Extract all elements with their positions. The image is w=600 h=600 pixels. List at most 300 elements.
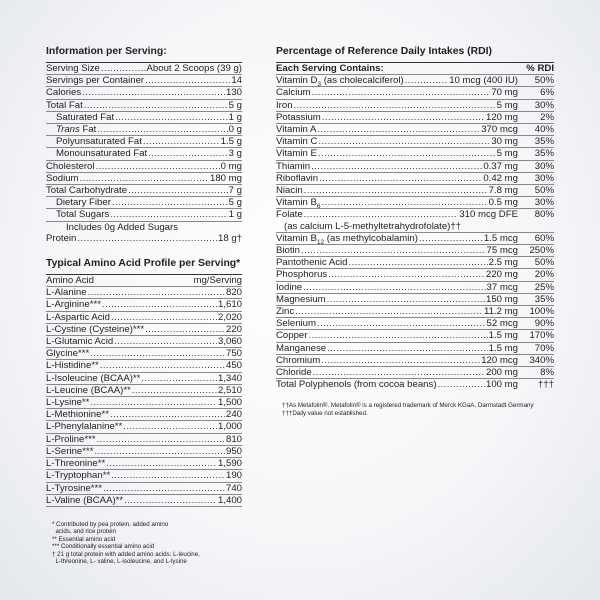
leader-dots [128, 185, 228, 196]
amino-value: 1,590 [217, 458, 242, 470]
amino-label: L-Leucine (BCAA)** [46, 384, 131, 396]
rdi-percent: 50% [534, 257, 554, 269]
rdi-percent: 30% [534, 197, 554, 209]
rdi-row [276, 233, 554, 245]
amino-label: L-Methionine** [46, 409, 109, 421]
rdi-amount: 1.5 mcg [483, 232, 518, 244]
amino-label: L-Lysine** [46, 397, 90, 409]
nutrient-label-italic: Trans [56, 124, 80, 136]
leader-dots [110, 209, 227, 220]
footnote: *** Conditionally essential amino acid [52, 543, 155, 551]
rdi-row [276, 148, 554, 160]
amino-row [46, 336, 242, 348]
rdi-label-text: Thiamin [276, 160, 311, 172]
rdi-label-text: Iron [276, 99, 293, 111]
rdi-label-text: Calcium [276, 87, 311, 99]
rdi-row [276, 269, 554, 281]
leader-dots [141, 373, 217, 384]
rdi-label-text: Chloride [276, 367, 312, 379]
amino-row [46, 397, 242, 409]
rdi-amount: 1.5 mg [488, 342, 518, 354]
rdi-label [276, 379, 437, 390]
rdi-amount: 0.5 mg [488, 197, 518, 209]
rdi-amount: 10 mcg (400 IU) [449, 75, 518, 87]
amino-value: 220 [225, 323, 242, 335]
leader-dots [110, 409, 225, 420]
amino-label: L-Cystine (Cysteine)*** [46, 323, 145, 335]
rdi-label-text: Chromium [276, 354, 321, 366]
nutrient-value: 180 mg [210, 172, 242, 184]
leader-dots [145, 75, 230, 86]
leader-dots [319, 173, 482, 184]
rdi-label [276, 367, 312, 378]
leader-dots [84, 100, 228, 111]
amino-value: 450 [225, 360, 242, 372]
rdi-label [276, 185, 303, 196]
protein-value: 18 g† [217, 232, 242, 244]
rdi-row [276, 245, 554, 257]
rdi-percent: 30% [534, 99, 554, 111]
nutrition-row [46, 87, 242, 99]
rdi-label [276, 136, 317, 147]
nutrition-row [46, 63, 242, 75]
amino-row [46, 385, 242, 397]
rdi-label [276, 161, 310, 172]
rdi-amount: 5 mg [496, 99, 518, 111]
amino-row [46, 470, 242, 482]
rdi-amount: 11.2 mg [484, 306, 518, 318]
rdi-row [276, 197, 554, 209]
nutrient-value: 3 g [228, 148, 242, 160]
amino-label: L-Histidine** [46, 360, 99, 372]
leader-dots [348, 257, 487, 268]
nutrition-row [46, 136, 242, 148]
amino-title: Typical Amino Acid Profile per Serving* [46, 258, 241, 270]
nutrient-value: 0 mg [220, 160, 242, 172]
leader-dots [313, 367, 485, 378]
leader-dots [317, 124, 480, 135]
leader-dots [88, 287, 225, 298]
leader-dots [90, 348, 225, 359]
rdi-label-text: Biotin [276, 245, 300, 257]
rdi-title: Percentage of Reference Daily Intakes (RDI) [276, 46, 492, 57]
rdi-label [276, 330, 307, 341]
leader-dots [114, 336, 217, 347]
leader-dots [100, 360, 225, 371]
nutrient-value: 5 g [228, 197, 242, 209]
footnote: L-threonine, L- valine, L-isoleucine, and L-lysine [52, 557, 187, 565]
nutrient-value: About 2 Scoops (39 g) [146, 63, 242, 74]
amino-rows [46, 287, 242, 507]
nutrient-label: Total Fat [46, 99, 83, 111]
amino-row [46, 421, 242, 433]
leader-dots [103, 483, 225, 494]
rdi-amount: 7.8 mg [488, 185, 518, 197]
amino-label: L-Aspartic Acid [46, 311, 110, 323]
rdi-label [276, 75, 404, 89]
rdi-amount: 150 mg [486, 293, 518, 305]
amino-row [46, 287, 242, 299]
nutrient-value: 1 g [228, 111, 242, 123]
nutrient-value: 7 g [228, 185, 242, 197]
nutrition-row [46, 124, 242, 136]
amino-label: L-Glutamic Acid [46, 336, 114, 348]
rdi-label-text: Vitamin C [276, 136, 318, 148]
rdi-label-after: (as cholecalciferol) [321, 75, 404, 87]
nutrient-label: Total Carbohydrate [46, 185, 128, 197]
nutrition-row [46, 209, 242, 221]
rdi-amount: 75 mcg [486, 245, 518, 257]
amino-value: 3,060 [217, 336, 242, 348]
leader-dots [327, 294, 485, 305]
rdi-percent: 35% [534, 136, 554, 148]
leader-dots [312, 87, 491, 98]
leader-dots [124, 495, 217, 506]
rdi-label-subscript: 3 [317, 81, 322, 89]
rdi-label [276, 294, 326, 305]
amino-value: 950 [225, 445, 242, 457]
rdi-label-text: Niacin [276, 185, 303, 197]
rdi-subhead [276, 63, 554, 75]
nutrient-value: 1.5 g [220, 136, 242, 148]
rdi-percent: 50% [534, 185, 554, 197]
leader-dots [419, 233, 483, 244]
amino-value: 1,340 [217, 372, 242, 384]
footnote: †††Daily value not established. [282, 409, 368, 417]
amino-row [46, 458, 242, 470]
amino-label: L-Alanine [46, 287, 87, 299]
amino-label: L-Phenylalanine** [46, 421, 123, 433]
leader-dots [132, 385, 217, 396]
rdi-label-text: Magnesium [276, 293, 326, 305]
nutrient-label: Cholesterol [46, 160, 95, 172]
amino-header [46, 275, 242, 287]
rdi-amount: 100 mg [486, 379, 518, 391]
rdi-label [276, 282, 302, 293]
rdi-percent: 25% [534, 281, 554, 293]
nutrient-label: Saturated Fat [56, 111, 115, 123]
amino-row [46, 348, 242, 360]
leader-dots [322, 112, 485, 123]
leader-dots [82, 87, 225, 98]
amino-header-left: Amino Acid [46, 275, 94, 287]
rdi-label-text: Vitamin A [276, 124, 317, 136]
amino-row [46, 495, 242, 507]
rdi-percent: 6% [540, 87, 554, 99]
leader-dots [295, 306, 483, 317]
amino-header-right: mg/Serving [193, 275, 242, 287]
leader-dots [311, 161, 482, 172]
rdi-label [276, 148, 317, 159]
rdi-label-text: Potassium [276, 111, 321, 123]
leader-dots [96, 161, 220, 172]
leader-dots [143, 136, 220, 147]
nutrient-value: 0 g [228, 124, 242, 136]
rdi-footnotes [276, 402, 554, 417]
rdi-label [276, 318, 316, 329]
rdi-label [276, 112, 321, 123]
amino-value: 810 [225, 433, 242, 445]
rdi-panel [276, 46, 554, 417]
rdi-row [276, 367, 554, 379]
rdi-percent: ††† [537, 379, 554, 391]
nutrition-row [46, 148, 242, 160]
leader-dots [317, 318, 486, 329]
footnote: † 21 g total protein with added amino acids: L-leucine, [52, 550, 200, 558]
nutrition-row [46, 173, 242, 185]
nutrient-label: Calories [46, 87, 82, 99]
leader-dots [102, 299, 217, 310]
rdi-percent: 100% [529, 306, 554, 318]
rdi-label-subscript: 12 [316, 238, 325, 246]
footnote: ††As Metafolin®. Metafolin® is a registered trademark of Merck KGaA, Darmstadt Germany [282, 402, 534, 410]
amino-label: L-Arginine*** [46, 299, 101, 311]
nutrient-value: 14 [231, 75, 242, 87]
rdi-label [276, 306, 294, 317]
nutrient-label: Polyunsaturated Fat [56, 136, 142, 148]
leader-dots [321, 355, 480, 366]
footnote: acids, and rice protein [52, 528, 116, 536]
leader-dots [97, 434, 225, 445]
rdi-row [276, 318, 554, 330]
rdi-label-text: Vitamin E [276, 148, 317, 160]
amino-value: 2,020 [217, 311, 242, 323]
rdi-subhead-left: Each Serving Contains: [276, 63, 384, 74]
added-sugars: Includes 0g Added Sugars [66, 221, 179, 233]
leader-dots [111, 312, 217, 323]
leader-dots [111, 470, 225, 481]
rdi-amount: 30 mg [491, 136, 518, 148]
leader-dots [115, 112, 228, 123]
rdi-label-text: Folate [276, 209, 303, 221]
amino-label: Glycine*** [46, 348, 90, 360]
amino-row [46, 446, 242, 458]
rdi-row [276, 306, 554, 318]
rdi-amount: 1.5 mg [488, 330, 518, 342]
rdi-label [276, 100, 293, 111]
nutrient-value: 1 g [228, 209, 242, 221]
nutrient-value: 5 g [228, 99, 242, 111]
nutrition-row [46, 161, 242, 173]
rdi-row [276, 173, 554, 185]
rdi-percent: 60% [534, 232, 554, 244]
rdi-percent: 250% [529, 245, 554, 257]
amino-row [46, 360, 242, 372]
leader-dots [148, 148, 227, 159]
rdi-amount: 70 mg [491, 87, 518, 99]
amino-value: 190 [225, 470, 242, 482]
amino-row [46, 312, 242, 324]
rdi-amount: 52 mcg [486, 318, 518, 330]
amino-value: 750 [225, 348, 242, 360]
rdi-row [276, 330, 554, 342]
information-panel [46, 46, 242, 565]
rdi-amount: 5 mg [496, 148, 518, 160]
leader-dots [97, 124, 227, 135]
rdi-label-after: (as methylcobalamin) [324, 232, 418, 244]
leader-dots [304, 185, 488, 196]
leader-dots [318, 136, 490, 147]
rdi-label-text: Manganese [276, 342, 327, 354]
amino-value: 1,000 [217, 421, 242, 433]
leader-dots [80, 173, 209, 184]
leader-dots [101, 63, 146, 74]
rdi-percent: 30% [534, 172, 554, 184]
rdi-label [276, 173, 318, 184]
rdi-label-text: Vitamin D [276, 75, 318, 87]
amino-row [46, 483, 242, 495]
rdi-row [276, 161, 554, 173]
rdi-percent: 35% [534, 293, 554, 305]
amino-label: L-Threonine** [46, 458, 106, 470]
rdi-amount: 0.42 mg [483, 172, 518, 184]
leader-dots [123, 421, 217, 432]
rdi-label-text: Vitamin B [276, 232, 317, 244]
amino-label: L-Tryptophan** [46, 470, 111, 482]
rdi-label-text: Copper [276, 330, 308, 342]
rdi-percent: 170% [529, 330, 554, 342]
nutrient-label: Total Sugars [56, 209, 110, 221]
rdi-row [276, 100, 554, 112]
rdi-row [276, 75, 554, 87]
leader-dots [304, 209, 459, 220]
rdi-label [276, 245, 300, 256]
leader-dots [112, 197, 228, 208]
rdi-percent: 2% [540, 111, 554, 123]
rdi-rows [276, 75, 554, 390]
amino-value: 2,510 [217, 384, 242, 396]
amino-value: 240 [225, 409, 242, 421]
rdi-label-text: Pantothenic Acid [276, 257, 348, 269]
rdi-label [276, 87, 311, 98]
nutrition-row [46, 112, 242, 124]
rdi-percent: 70% [534, 342, 554, 354]
rdi-row [276, 294, 554, 306]
leader-dots [145, 324, 225, 335]
protein-label: Protein [46, 232, 77, 244]
nutrient-value: 130 [225, 87, 242, 99]
rdi-row [276, 343, 554, 355]
footnote: * Contributed by pea protein, added amino [52, 520, 169, 528]
rdi-label-text: Zinc [276, 306, 295, 318]
info-title: Information per Serving: [46, 46, 167, 57]
leader-dots [90, 397, 217, 408]
rdi-percent: 90% [534, 318, 554, 330]
nutrient-label: Sodium [46, 172, 79, 184]
leader-dots [322, 197, 488, 208]
rdi-percent: 80% [534, 209, 554, 221]
rdi-label-text: (as calcium L-5-methyltetrahydrofolate)†† [276, 220, 462, 232]
amino-row [46, 409, 242, 421]
rdi-label [276, 233, 418, 244]
rdi-label-text: Phosphorus [276, 269, 328, 281]
rdi-label-text: Riboflavin [276, 172, 319, 184]
rdi-amount: 200 mg [486, 367, 518, 379]
rdi-row [276, 136, 554, 148]
leader-dots [318, 148, 496, 159]
rdi-amount: 310 mcg DFE [459, 209, 518, 221]
leader-dots [106, 458, 217, 469]
rdi-percent: 30% [534, 160, 554, 172]
rdi-label-text: Total Polyphenols (from cocoa beans) [276, 379, 437, 391]
amino-value: 1,610 [217, 299, 242, 311]
nutrient-label: Dietary Fiber [56, 197, 111, 209]
rdi-percent: 40% [534, 124, 554, 136]
rdi-label [276, 221, 461, 232]
rdi-label-subscript: 6 [316, 203, 321, 211]
nutrition-row [46, 75, 242, 87]
rdi-amount: 120 mg [486, 111, 518, 123]
nutrition-row [46, 197, 242, 209]
amino-value: 820 [225, 287, 242, 299]
leader-dots [438, 379, 485, 390]
amino-row [46, 434, 242, 446]
leader-dots [301, 245, 486, 256]
rdi-amount: 2.5 mg [488, 257, 518, 269]
amino-value: 1,400 [217, 494, 242, 506]
rdi-amount: 220 mg [486, 269, 518, 281]
rdi-amount: 120 mcg [481, 354, 518, 366]
rdi-percent: 20% [534, 269, 554, 281]
amino-label: L-Valine (BCAA)** [46, 494, 124, 506]
leader-dots [308, 330, 487, 341]
nutrient-label: Monounsaturated Fat [56, 148, 148, 160]
rdi-percent: 35% [534, 148, 554, 160]
footnote: ** Essential amino acid [52, 535, 116, 543]
rdi-subhead-right: % RDI [526, 63, 554, 74]
nutrient-label [56, 124, 96, 135]
protein-row [46, 233, 242, 244]
amino-label: L-Isoleucine (BCAA)** [46, 372, 141, 384]
rdi-row [276, 221, 554, 233]
rdi-row [276, 87, 554, 99]
amino-row [46, 373, 242, 385]
leader-dots [294, 100, 496, 111]
rdi-label [276, 355, 320, 366]
rdi-amount: 370 mcg [481, 124, 518, 136]
amino-value: 740 [225, 482, 242, 494]
amino-label: L-Proline*** [46, 433, 96, 445]
amino-value: 1,500 [217, 397, 242, 409]
leader-dots [328, 269, 485, 280]
leader-dots [327, 343, 488, 354]
nutrient-label-suffix: Fat [79, 124, 97, 136]
rdi-label [276, 343, 326, 354]
rdi-amount: 37 mcg [486, 281, 518, 293]
rdi-label [276, 124, 316, 135]
rdi-label-text: Selenium [276, 318, 316, 330]
rdi-row [276, 185, 554, 197]
rdi-label [276, 209, 303, 220]
rdi-percent: 50% [534, 75, 554, 87]
rdi-row [276, 257, 554, 269]
rdi-row [276, 124, 554, 136]
nutrition-row [46, 185, 242, 197]
amino-row [46, 324, 242, 336]
rdi-label [276, 269, 327, 280]
nutrient-label: Serving Size [46, 63, 100, 74]
left-footnotes [46, 521, 242, 565]
rdi-label [276, 257, 347, 268]
amino-label: L-Serine*** [46, 445, 94, 457]
rdi-percent: 8% [540, 367, 554, 379]
rdi-label [276, 197, 321, 211]
leader-dots [94, 446, 225, 457]
leader-dots [405, 75, 449, 86]
info-rows [46, 63, 242, 222]
rdi-row [276, 282, 554, 294]
amino-label: L-Tyrosine*** [46, 482, 102, 494]
